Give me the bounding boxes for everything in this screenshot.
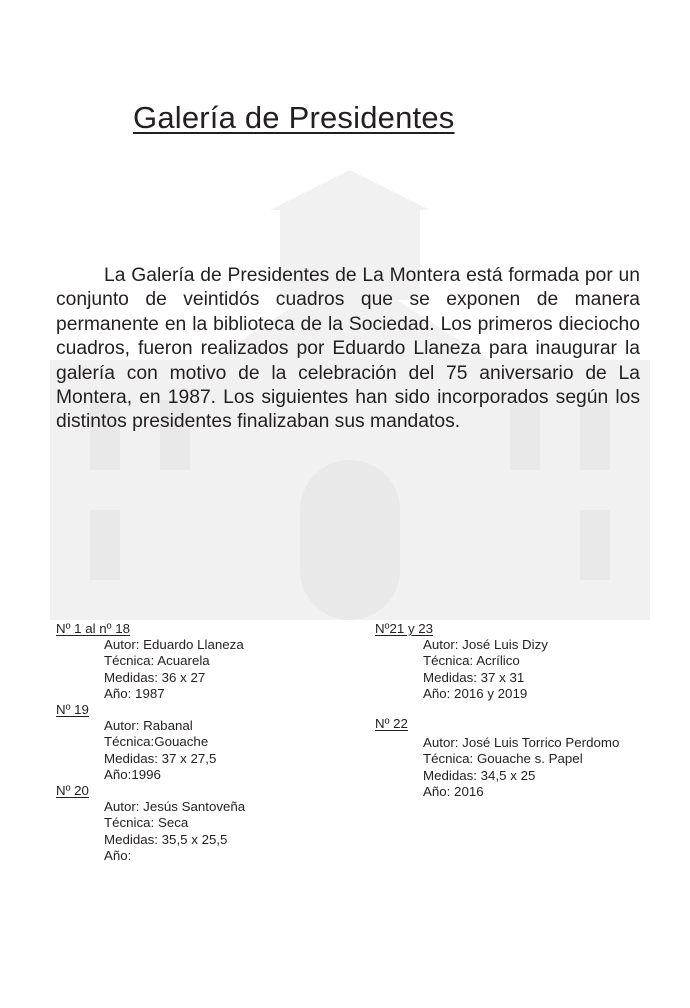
entry-year: Año: 1987 [104,685,165,701]
entry-heading: Nº 1 al nº 18 [56,621,131,636]
entry-year: Año: [104,847,132,863]
entry-measurements: Medidas: 34,5 x 25 [423,767,536,783]
gallery-entry [375,621,548,702]
gallery-entry [375,716,619,800]
entry-technique: Técnica: Acrílico [423,653,520,669]
entry-measurements: Medidas: 36 x 27 [104,669,206,685]
entry-year: Año:1996 [104,766,161,782]
entry-technique: Técnica: Acuarela [104,653,210,669]
entry-year: Año: 2016 [423,783,484,799]
intro-paragraph: La Galería de Presidentes de La Montera está formada por un conjunto de veintidós cuadros que se exponen de manera permanente en la biblioteca de la Sociedad. Los primeros dieciocho cuadros, fueron realizados por Eduardo Llaneza para inaugurar la galería con motivo de la celebración del 75 aniversario de La Montera, en 1987. Los siguientes han sido incorporados según los distintos presidentes finalizaban sus mandatos. [56,265,640,433]
page-title: Galería de Presidentes [133,100,455,135]
entry-author: Autor: José Luis Torrico Perdomo [423,735,620,751]
gallery-entry [56,702,216,783]
entry-author: Autor: Eduardo Llaneza [104,637,244,653]
entry-heading: Nº 19 [56,702,89,717]
entry-technique: Técnica:Gouache [104,734,209,750]
entry-year: Año: 2016 y 2019 [423,685,528,701]
entry-heading: Nº21 y 23 [375,621,434,636]
entry-technique: Técnica: Seca [104,815,189,831]
gallery-entry [56,783,245,864]
entry-author: Autor: Jesús Santoveña [104,799,246,815]
entry-measurements: Medidas: 37 x 27,5 [104,750,217,766]
entry-heading: Nº 20 [56,783,89,798]
entry-author: Autor: José Luis Dizy [423,637,548,653]
entry-measurements: Medidas: 35,5 x 25,5 [104,831,228,847]
entry-technique: Técnica: Gouache s. Papel [423,751,583,767]
gallery-entry [56,621,244,702]
entry-measurements: Medidas: 37 x 31 [423,669,525,685]
entry-author: Autor: Rabanal [104,718,193,734]
entry-heading: Nº 22 [375,716,408,731]
